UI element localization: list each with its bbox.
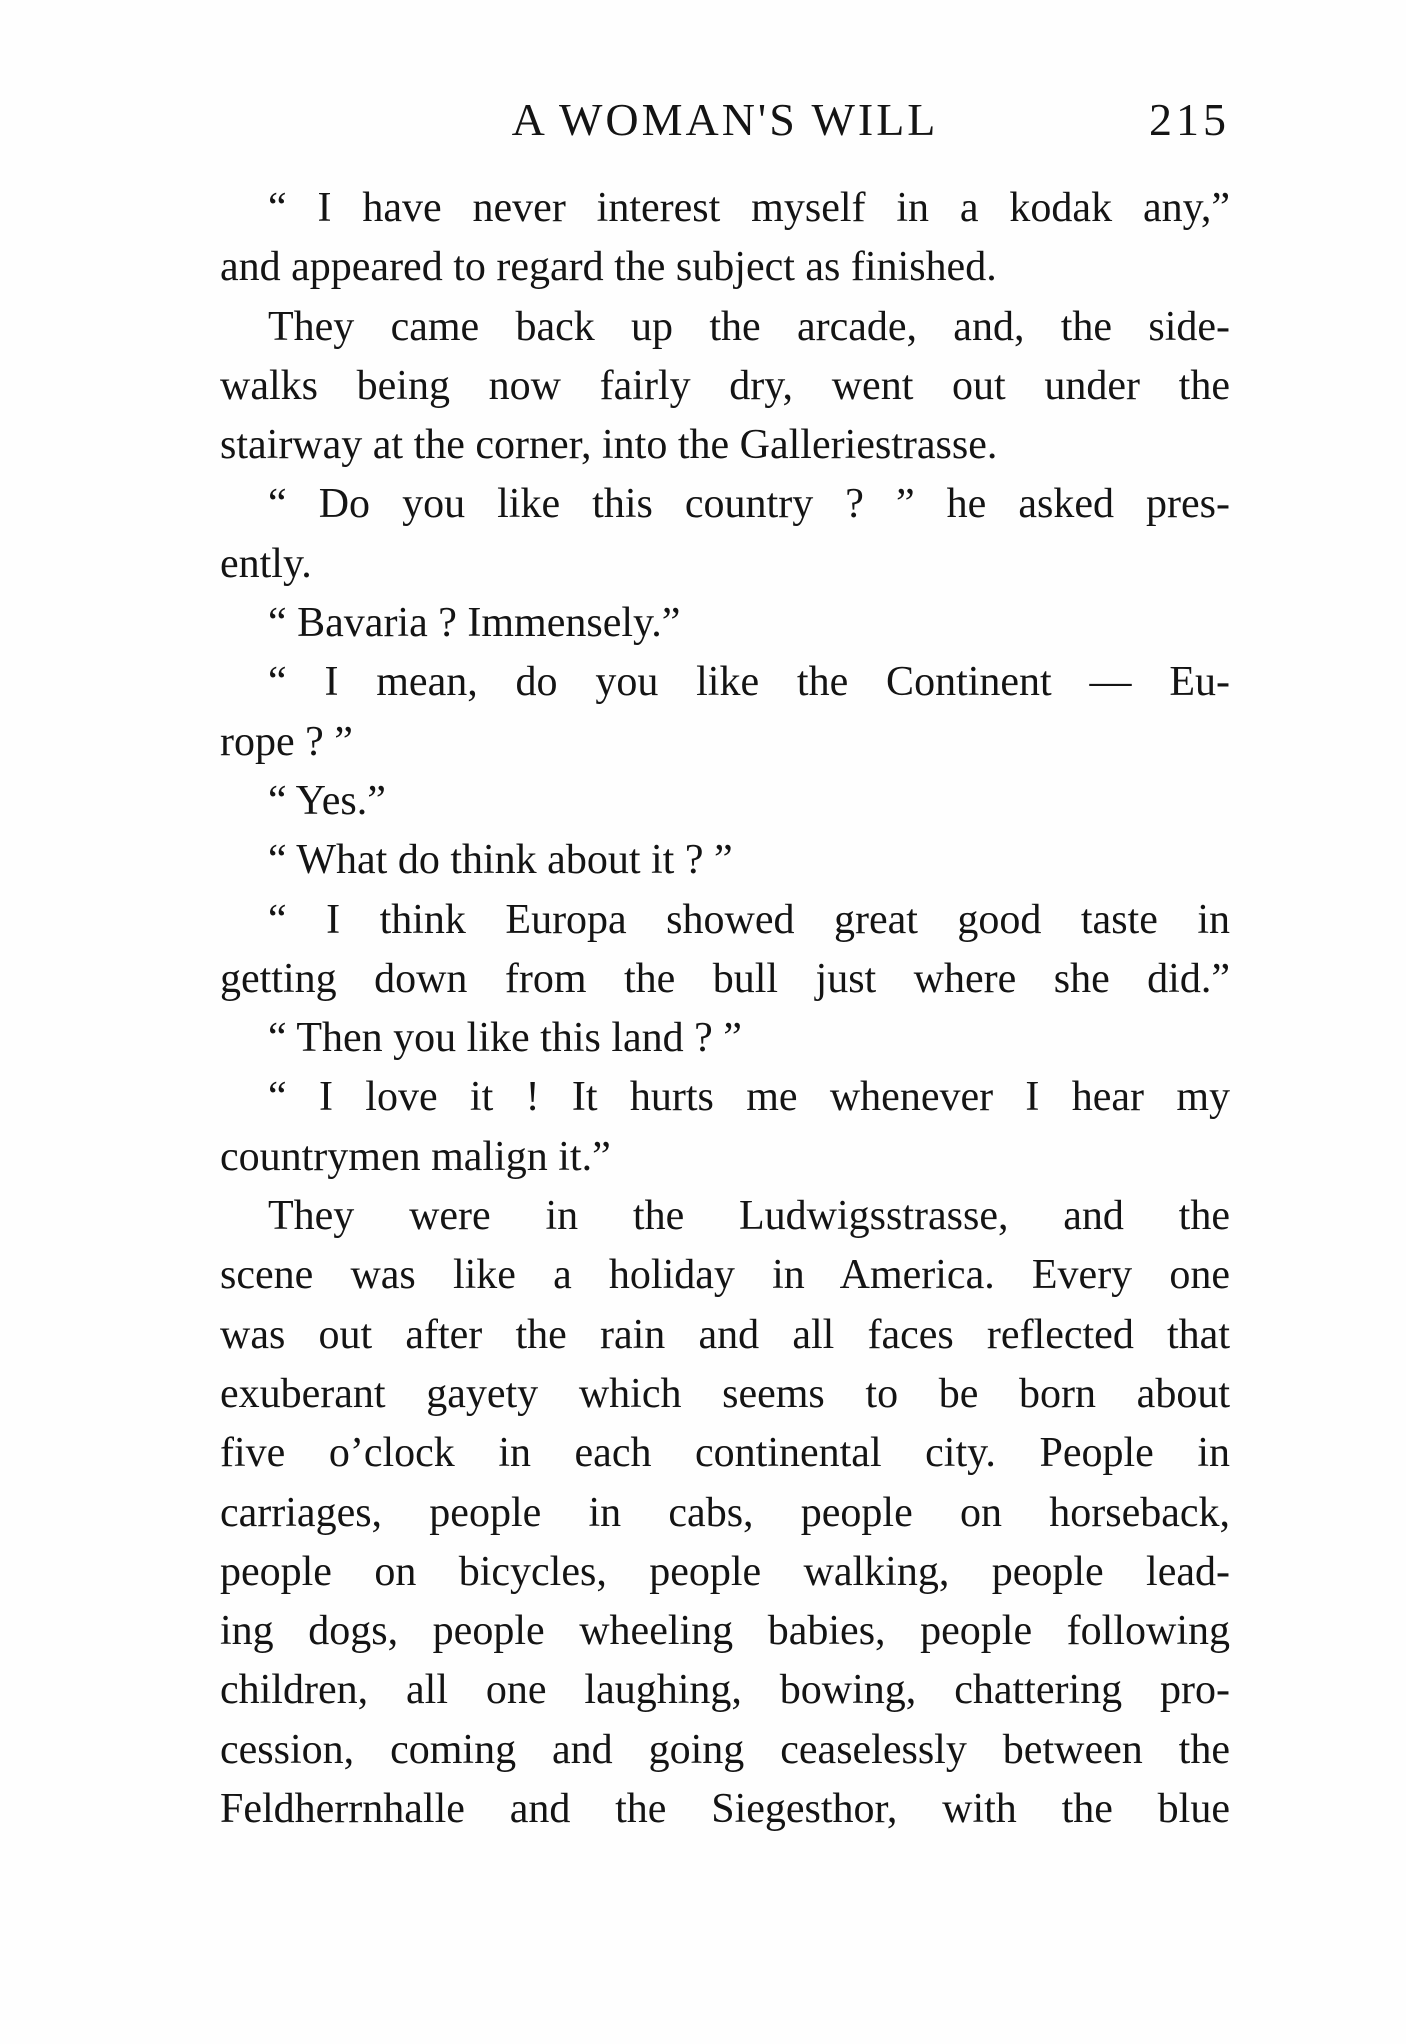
text-line: walks being now fairly dry, went out under the: [220, 362, 1230, 409]
body-text: [220, 179, 1230, 1839]
text-line: “ What do think about it ? ”: [268, 837, 733, 884]
text-line: ently.: [220, 540, 312, 587]
text-line: “ I have never interest myself in a kodak any,”: [268, 185, 1230, 231]
text-line: ing dogs, people wheeling babies, people following: [220, 1608, 1230, 1655]
text-line: exuberant gayety which seems to be born about: [220, 1370, 1230, 1417]
text-line: scene was like a holiday in America. Every one: [220, 1252, 1230, 1299]
text-line: was out after the rain and all faces reflected that: [220, 1311, 1230, 1358]
text-line: cession, coming and going ceaselessly between the: [220, 1726, 1230, 1773]
text-line: rope ? ”: [220, 718, 353, 765]
text-line: “ Yes.”: [268, 777, 386, 824]
text-line: They came back up the arcade, and, the side-: [268, 303, 1230, 350]
text-line: stairway at the corner, into the Galleriestrasse.: [220, 422, 998, 469]
text-line: “ I mean, do you like the Continent — Eu-: [268, 659, 1230, 706]
text-line: carriages, people in cabs, people on horseback,: [220, 1489, 1230, 1536]
text-line: getting down from the bull just where she did.”: [220, 955, 1230, 1002]
text-line: Feldherrnhalle and the Siegesthor, with the blue: [220, 1786, 1230, 1833]
text-line: They were in the Ludwigsstrasse, and the: [268, 1193, 1230, 1240]
text-line: “ Then you like this land ? ”: [268, 1015, 742, 1062]
text-line: countrymen malign it.”: [220, 1133, 611, 1180]
text-line: “ Bavaria ? Immensely.”: [268, 600, 681, 647]
text-line: five o’clock in each continental city. People in: [220, 1430, 1230, 1477]
text-line: “ I think Europa showed great good taste in: [268, 896, 1230, 943]
running-head: [220, 90, 1230, 150]
text-line: “ Do you like this country ? ” he asked pres-: [268, 481, 1230, 528]
running-title: A WOMAN'S WILL: [511, 94, 939, 145]
text-line: and appeared to regard the subject as finished.: [220, 244, 997, 291]
text-line: children, all one laughing, bowing, chattering pro-: [220, 1667, 1230, 1714]
text-line: “ I love it ! It hurts me whenever I hear my: [268, 1074, 1230, 1121]
page-number: 215: [1149, 94, 1230, 145]
text-line: people on bicycles, people walking, people lead-: [220, 1548, 1230, 1595]
